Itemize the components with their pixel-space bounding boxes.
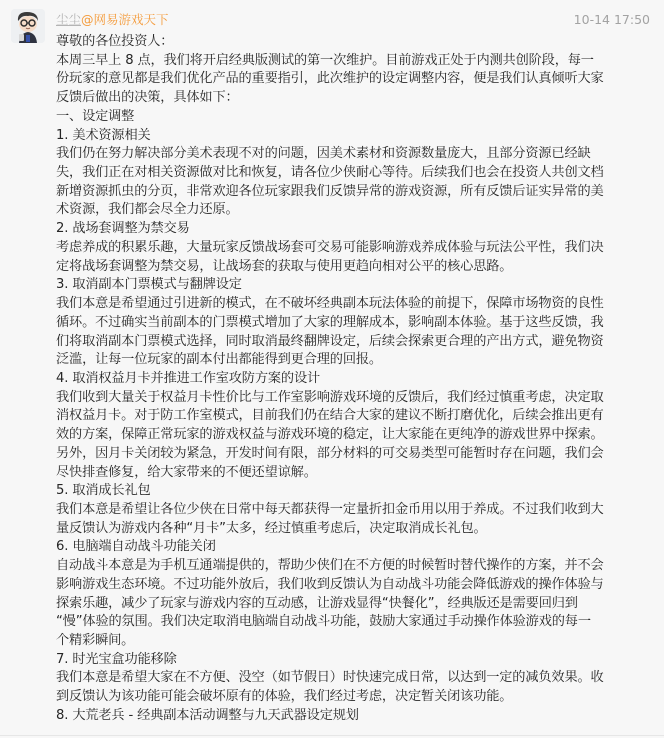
item-heading: 4. 取消权益月卡并推进工作室攻防方案的设计 <box>56 370 321 386</box>
body-line: 我们本意是希望大家在不方便、没空（如节假日）时快速完成日常，以达到一定的减负效果。收 <box>56 670 604 686</box>
greeting-line: 尊敬的各位投资人： <box>56 34 174 49</box>
body-line: 我们收到大量关于权益月卡性价比与工作室影响游戏环境的反馈后，我们经过慎重考虑，决定取 <box>56 389 604 405</box>
body-line: 术资源，我们都会尽全力还原。 <box>56 202 239 218</box>
item-heading: 1. 美术资源相关 <box>56 127 151 143</box>
body-line: 失，我们正在对相关资源做对比和恢复，请各位少侠耐心等待。后续我们也会在投资人共创文档 <box>56 165 604 181</box>
body-line: 量反馈认为游戏内各种“月卡”太多，经过慎重考虑后，决定取消成长礼包。 <box>56 520 487 536</box>
author-mention[interactable]: @网易游戏天下 <box>81 12 169 27</box>
avatar-cartoon-icon <box>11 9 45 43</box>
body-line: 自动战斗本意是为手机互通端提供的，帮助少侠们在不方便的时候暂时替代操作的方案，并不会 <box>56 558 604 574</box>
body-line: 我们本意是希望通过引进新的模式，在不破坏经典副本玩法体验的前提下，保障市场物资的良性 <box>56 296 604 312</box>
item-heading: 2. 战场套调整为禁交易 <box>56 221 190 237</box>
item-heading: 7. 时光宝盒功能移除 <box>56 651 177 667</box>
body-line: 消权益月卡。对于防工作室模式，目前我们仍在结合大家的建议不断打磨优化，后续会推出更有 <box>56 408 604 424</box>
body-line: 另外，因月卡关闭较为紧急，开发时间有限，部分材料的可交易类型可能暂时存在问题，我们会 <box>56 445 604 461</box>
body-line: 考虑养成的积累乐趣，大量玩家反馈战场套可交易可能影响游戏养成体验与玩法公平性，我们决 <box>56 239 604 255</box>
body-line: 新增资源抓虫的分页，非常欢迎各位玩家跟我们反馈异常的游戏资源，所有反馈后证实异常的美 <box>56 183 604 199</box>
avatar[interactable] <box>11 9 45 43</box>
body-line: 个精彩瞬间。 <box>56 633 135 648</box>
body-line: 定将战场套调整为禁交易，让战场套的获取与使用更趋向相对公平的核心思路。 <box>56 258 513 274</box>
body-line: 影响游戏生态环境。不过功能外放后，我们收到反馈认为自动战斗功能会降低游戏的操作体验与 <box>56 576 604 592</box>
body-line: 到反馈认为该功能可能会破坏原有的体验，我们经过考虑，决定暂关闭该功能。 <box>56 689 513 705</box>
body-line: 本周三早上 8 点，我们将开启经典版测试的第一次维护。目前游戏正处于内测共创阶段，每一 <box>56 52 594 68</box>
body-line: 我们本意是希望让各位少侠在日常中每天都获得一定量折扣金币用以用于养成。不过我们收到大 <box>56 501 604 517</box>
body-line: 泛滥，让每一位玩家的副本付出都能得到更合理的回报。 <box>56 352 382 368</box>
timestamp: 10-14 17:50 <box>573 12 650 27</box>
body-line: 们将取消副本门票模式选择，同时取消最终翻牌设定，后续会探索更合理的产出方式，避免物资 <box>56 333 604 349</box>
body-line: 我们仍在努力解决部分美术表现不对的问题，因美术素材和资源数量庞大，且部分资源已经缺 <box>56 146 591 162</box>
item-heading: 6. 电脑端自动战斗功能关闭 <box>56 539 216 555</box>
item-heading: 3. 取消副本门票模式与翻牌设定 <box>56 277 242 293</box>
item-heading: 8. 大荒老兵 - 经典副本活动调整与九天武器设定规划 <box>56 707 359 723</box>
body-line: “慢”体验的氛围。我们决定取消电脑端自动战斗功能，鼓励大家通过手动操作体验游戏的每一 <box>56 614 591 630</box>
item-heading: 5. 取消成长礼包 <box>56 483 151 499</box>
comment-header <box>56 11 650 29</box>
body-line: 循环。不过确实当前副本的门票模式增加了大家的理解成本，影响副本体验。基于这些反馈，我 <box>56 314 604 330</box>
section-heading: 一、设定调整 <box>56 108 135 124</box>
comment-body <box>56 33 656 726</box>
body-line: 份玩家的意见都是我们优化产品的重要指引，此次维护的设定调整内容，便是我们认真倾听大家 <box>56 71 604 87</box>
body-line: 探索乐趣，减少了玩家与游戏内容的互动感，让游戏显得“快餐化”，经典版还是需要回归到 <box>56 595 578 611</box>
body-line: 尽快排查修复，给大家带来的不便还望谅解。 <box>56 464 317 480</box>
author-name[interactable]: 尘尘 <box>56 12 82 27</box>
body-line: 反馈后做出的决策，具体如下： <box>56 90 239 106</box>
body-line: 效的方案，保障正常玩家的游戏权益与游戏环境的稳定，让大家能在更纯净的游戏世界中探索。 <box>56 427 604 443</box>
